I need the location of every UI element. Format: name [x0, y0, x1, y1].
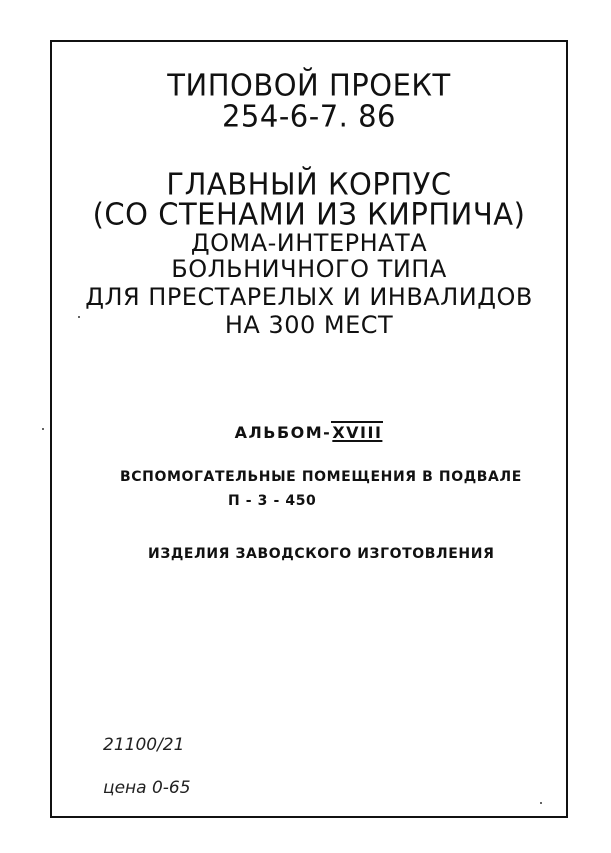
scan-speck — [540, 802, 542, 804]
section-line-1: ВСПОМОГАТЕЛЬНЫЕ ПОМЕЩЕНИЯ В ПОДВАЛЕ — [120, 469, 522, 485]
handwritten-code: 21100/21 — [103, 735, 185, 755]
subject-line-2: (СО СТЕНАМИ ИЗ КИРПИЧА) — [92, 196, 526, 232]
section-line-2: П - 3 - 450 — [228, 493, 317, 509]
handwritten-price: цена 0-65 — [103, 778, 191, 798]
subject-line-3: ДОМА-ИНТЕРНАТА — [190, 229, 428, 257]
subject-line-4: БОЛЬНИЧНОГО ТИПА — [171, 255, 447, 283]
album-prefix: АЛЬБОМ- — [234, 423, 332, 442]
subject-line-1: ГЛАВНЫЙ КОРПУС — [166, 166, 452, 202]
album-label — [50, 423, 568, 442]
subject-line-5: ДЛЯ ПРЕСТАРЕЛЫХ И ИНВАЛИДОВ — [85, 283, 533, 311]
album-number: XVIII — [332, 423, 383, 442]
products-line: ИЗДЕЛИЯ ЗАВОДСКОГО ИЗГОТОВЛЕНИЯ — [148, 546, 495, 562]
subject-line-6: НА 300 МЕСТ — [224, 311, 394, 339]
title-line-1: ТИПОВОЙ ПРОЕКТ — [167, 67, 451, 103]
title-project-number: 254-6-7. 86 — [221, 98, 397, 134]
scan-speck — [42, 428, 44, 430]
scan-speck — [78, 316, 80, 318]
